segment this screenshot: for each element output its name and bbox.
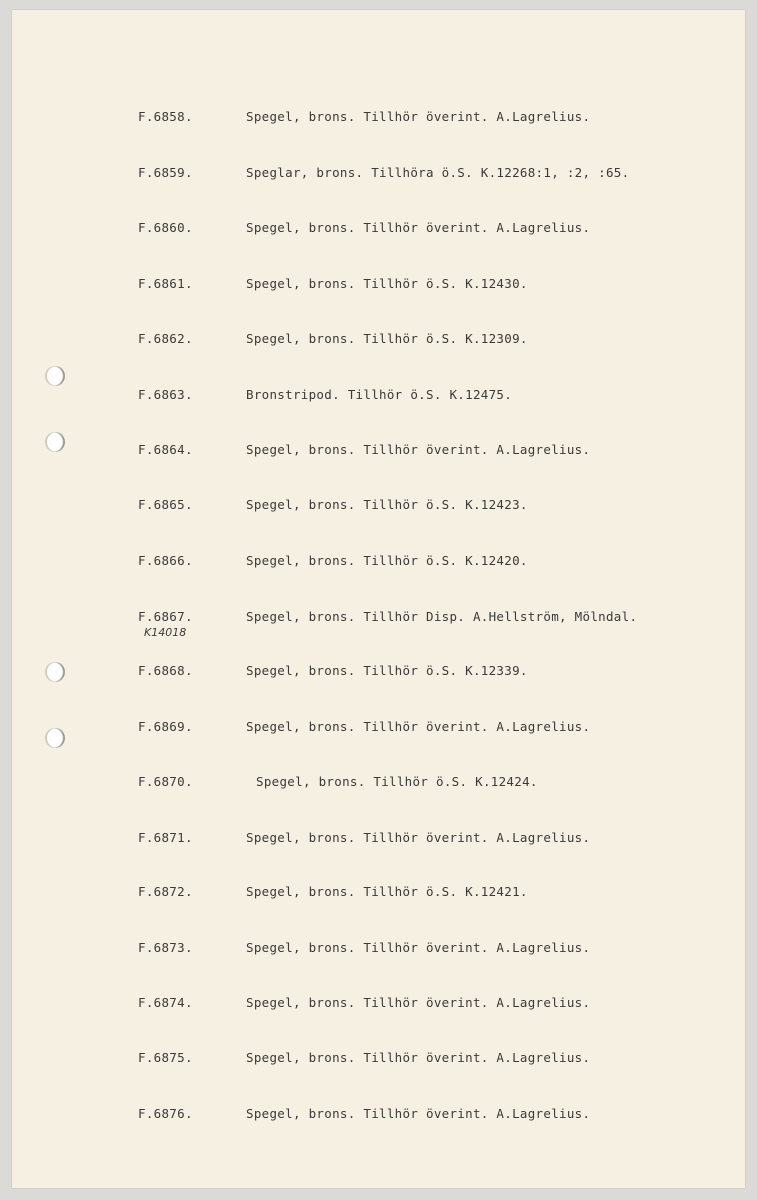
entry-number: F.6864. xyxy=(138,442,193,457)
entry-number: F.6859. xyxy=(138,165,193,180)
entry-description: Spegel, brons. Tillhör överint. A.Lagrelius. xyxy=(246,1050,591,1065)
entry-number: F.6870. xyxy=(138,774,193,789)
entry-number: F.6861. xyxy=(138,276,193,291)
entry-description: Spegel, brons. Tillhör ö.S. K.12430. xyxy=(246,276,528,291)
entry-number: F.6869. xyxy=(138,719,193,734)
entry-number: F.6865. xyxy=(138,497,193,512)
entry-number: F.6873. xyxy=(138,940,193,955)
entry-description: Spegel, brons. Tillhör överint. A.Lagrelius. xyxy=(246,1106,591,1121)
entry-number: F.6871. xyxy=(138,830,193,845)
entry-description: Spegel, brons. Tillhör ö.S. K.12421. xyxy=(246,884,528,899)
entry-description: Spegel, brons. Tillhör överint. A.Lagrelius. xyxy=(246,830,591,845)
entry-number: F.6863. xyxy=(138,387,193,402)
punch-hole xyxy=(45,728,65,748)
entry-description: Spegel, brons. Tillhör ö.S. K.12309. xyxy=(246,331,528,346)
entry-number: F.6866. xyxy=(138,553,193,568)
entry-number: F.6876. xyxy=(138,1106,193,1121)
entry-description: Spegel, brons. Tillhör överint. A.Lagrelius. xyxy=(246,442,591,457)
punch-hole xyxy=(45,662,65,682)
punch-hole xyxy=(45,366,65,386)
entry-description: Spegel, brons. Tillhör ö.S. K.12420. xyxy=(246,553,528,568)
entry-number: F.6875. xyxy=(138,1050,193,1065)
entry-description: Spegel, brons. Tillhör överint. A.Lagrelius. xyxy=(246,995,591,1010)
handwritten-note: K14018 xyxy=(144,626,187,639)
entry-number: F.6868. xyxy=(138,663,193,678)
entry-description: Spegel, brons. Tillhör överint. A.Lagrelius. xyxy=(246,940,591,955)
entry-description: Spegel, brons. Tillhör överint. A.Lagrelius. xyxy=(246,719,591,734)
entry-number: F.6860. xyxy=(138,220,193,235)
entry-description: Spegel, brons. Tillhör ö.S. K.12423. xyxy=(246,497,528,512)
entry-description: Spegel, brons. Tillhör ö.S. K.12339. xyxy=(246,663,528,678)
entry-description: Spegel, brons. Tillhör överint. A.Lagrelius. xyxy=(246,220,591,235)
entry-description: Bronstripod. Tillhör ö.S. K.12475. xyxy=(246,387,513,402)
entry-number: F.6862. xyxy=(138,331,193,346)
entry-description: Speglar, brons. Tillhöra ö.S. K.12268:1, :2, :65. xyxy=(246,165,630,180)
entry-number: F.6874. xyxy=(138,995,193,1010)
entry-description: Spegel, brons. Tillhör överint. A.Lagrelius. xyxy=(246,109,591,124)
entry-number: F.6858. xyxy=(138,109,193,124)
entry-description: Spegel, brons. Tillhör Disp. A.Hellström, Mölndal. xyxy=(246,609,638,624)
catalog-page xyxy=(12,10,745,1188)
entry-description: Spegel, brons. Tillhör ö.S. K.12424. xyxy=(256,774,538,789)
entry-number: F.6872. xyxy=(138,884,193,899)
entry-number: F.6867. xyxy=(138,609,193,624)
punch-hole xyxy=(45,432,65,452)
